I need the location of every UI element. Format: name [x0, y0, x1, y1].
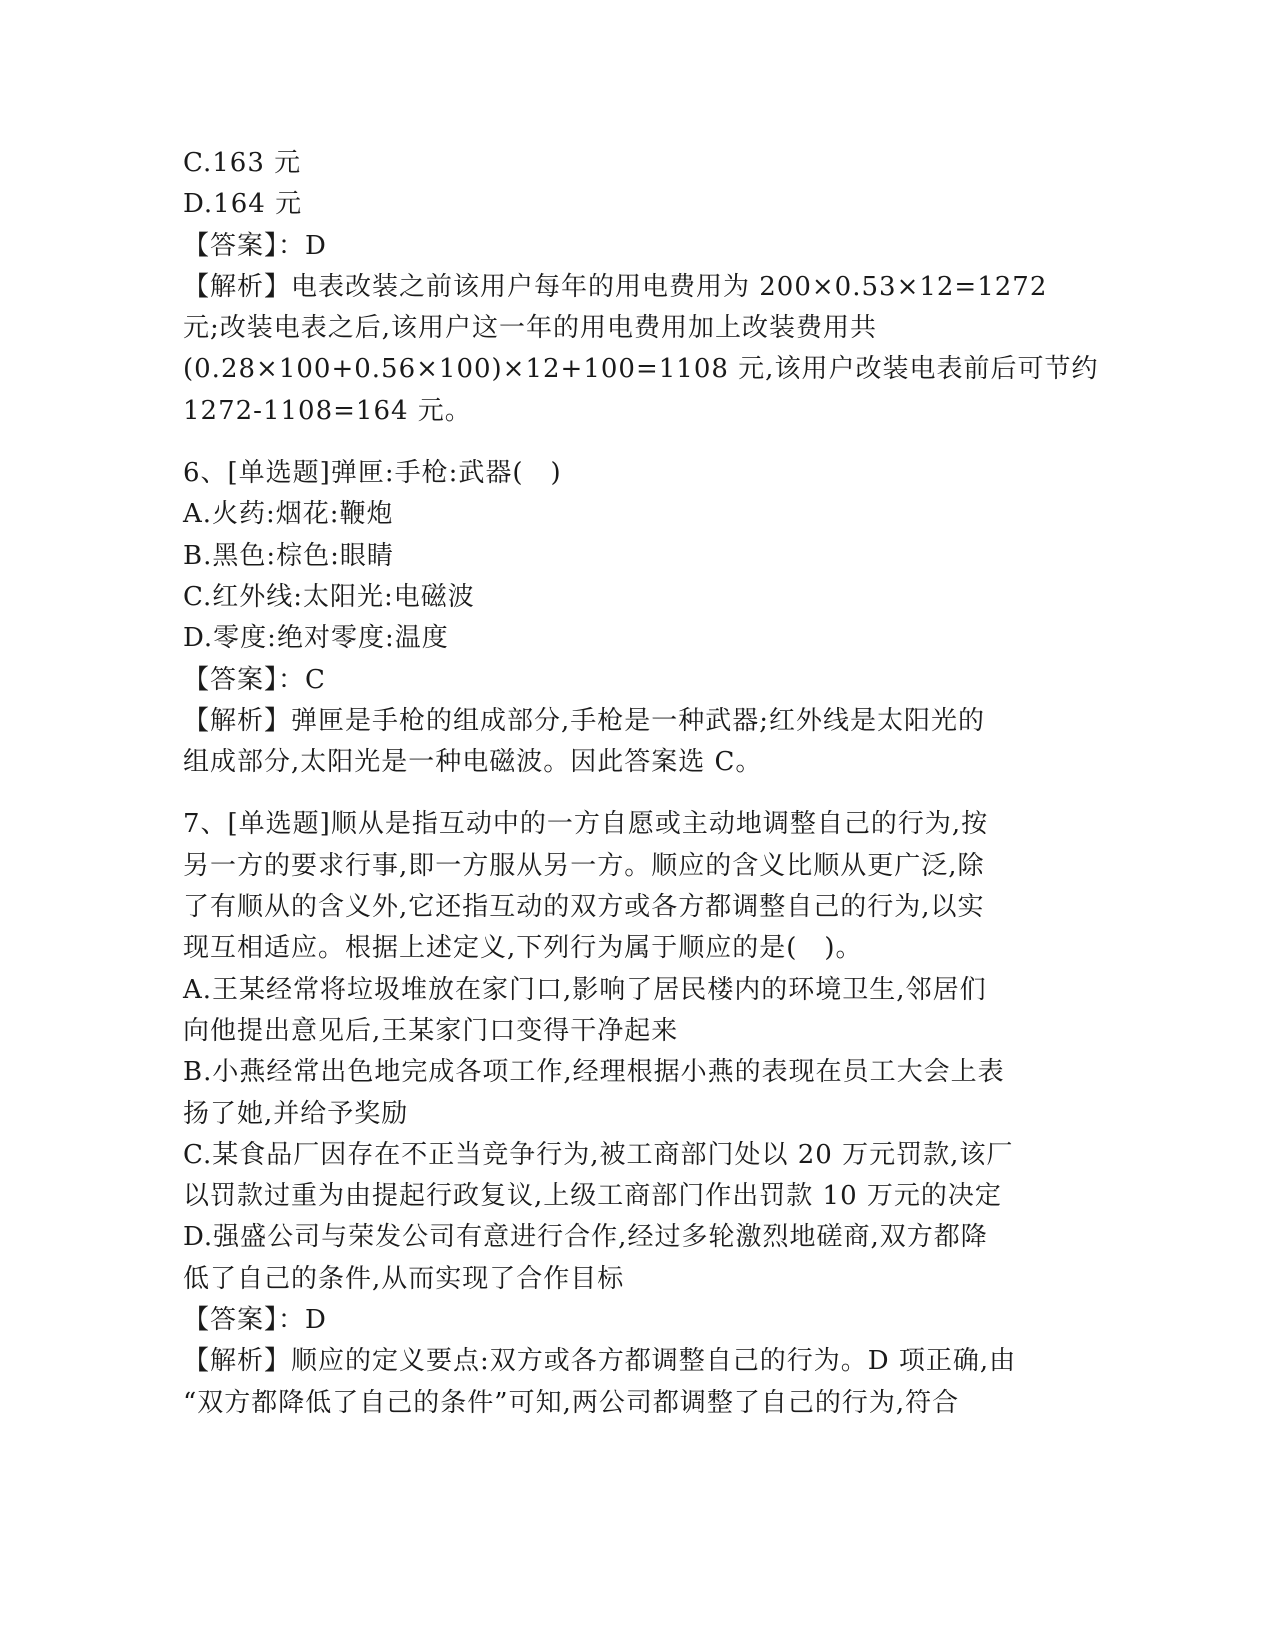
- option-d: 低了自己的条件,从而实现了合作目标: [183, 1263, 625, 1294]
- option-c: C.163 元: [183, 148, 302, 178]
- analysis-line: 元;改装电表之后,该用户这一年的用电费用加上改装费用共: [183, 313, 878, 344]
- answer-line: 【答案】：D: [183, 230, 327, 261]
- option-a: A.火药:烟花:鞭炮: [183, 499, 394, 530]
- section-gap: [183, 783, 1063, 804]
- analysis-line: 【解析】弹匣是手枪的组成部分,手枪是一种武器;红外线是太阳光的: [183, 705, 986, 736]
- section-gap: [183, 432, 1063, 453]
- analysis-line: 1272-1108=164 元。: [183, 395, 472, 426]
- option-c: C.红外线:太阳光:电磁波: [183, 581, 475, 612]
- option-d: D.零度:绝对零度:温度: [183, 623, 449, 654]
- option-a: 向他提出意见后,王某家门口变得干净起来: [183, 1015, 679, 1046]
- option-b: B.黑色:棕色:眼睛: [183, 540, 394, 571]
- answer-line: 【答案】：C: [183, 664, 326, 695]
- question-stem: 6、[单选题]弹匣:手枪:武器( ): [183, 458, 562, 489]
- analysis-line: (0.28×100+0.56×100)×12+100=1108 元,该用户改装电表前后可节约: [183, 354, 1099, 385]
- option-b: 扬了她,并给予奖励: [183, 1098, 409, 1129]
- answer-line: 【答案】：D: [183, 1305, 327, 1336]
- analysis-line: 组成部分,太阳光是一种电磁波。因此答案选 C。: [183, 747, 763, 778]
- question-stem: 了有顺从的含义外,它还指互动的双方或各方都调整自己的行为,以实: [183, 892, 985, 923]
- option-d: D.164 元: [183, 189, 303, 220]
- question-stem: 现互相适应。根据上述定义,下列行为属于顺应的是( )。: [183, 933, 863, 964]
- option-d: D.强盛公司与荣发公司有意进行合作,经过多轮激烈地磋商,双方都降: [183, 1222, 988, 1253]
- option-a: A.王某经常将垃圾堆放在家门口,影响了居民楼内的环境卫生,邻居们: [183, 974, 987, 1005]
- question-stem: 另一方的要求行事,即一方服从另一方。顺应的含义比顺从更广泛,除: [183, 850, 985, 881]
- analysis-line: “双方都降低了自己的条件”可知,两公司都调整了自己的行为,符合: [183, 1387, 960, 1418]
- question-stem: 7、[单选题]顺从是指互动中的一方自愿或主动地调整自己的行为,按: [183, 809, 989, 840]
- document-body: [183, 143, 1099, 1424]
- option-c: C.某食品厂因存在不正当竞争行为,被工商部门处以 20 万元罚款,该厂: [183, 1139, 1014, 1170]
- analysis-line: 【解析】电表改装之前该用户每年的用电费用为 200×0.53×12=1272: [183, 271, 1048, 302]
- option-c: 以罚款过重为由提起行政复议,上级工商部门作出罚款 10 万元的决定: [183, 1181, 1002, 1212]
- option-b: B.小燕经常出色地完成各项工作,经理根据小燕的表现在员工大会上表: [183, 1057, 1005, 1088]
- analysis-line: 【解析】顺应的定义要点:双方或各方都调整自己的行为。D 项正确,由: [183, 1346, 1017, 1377]
